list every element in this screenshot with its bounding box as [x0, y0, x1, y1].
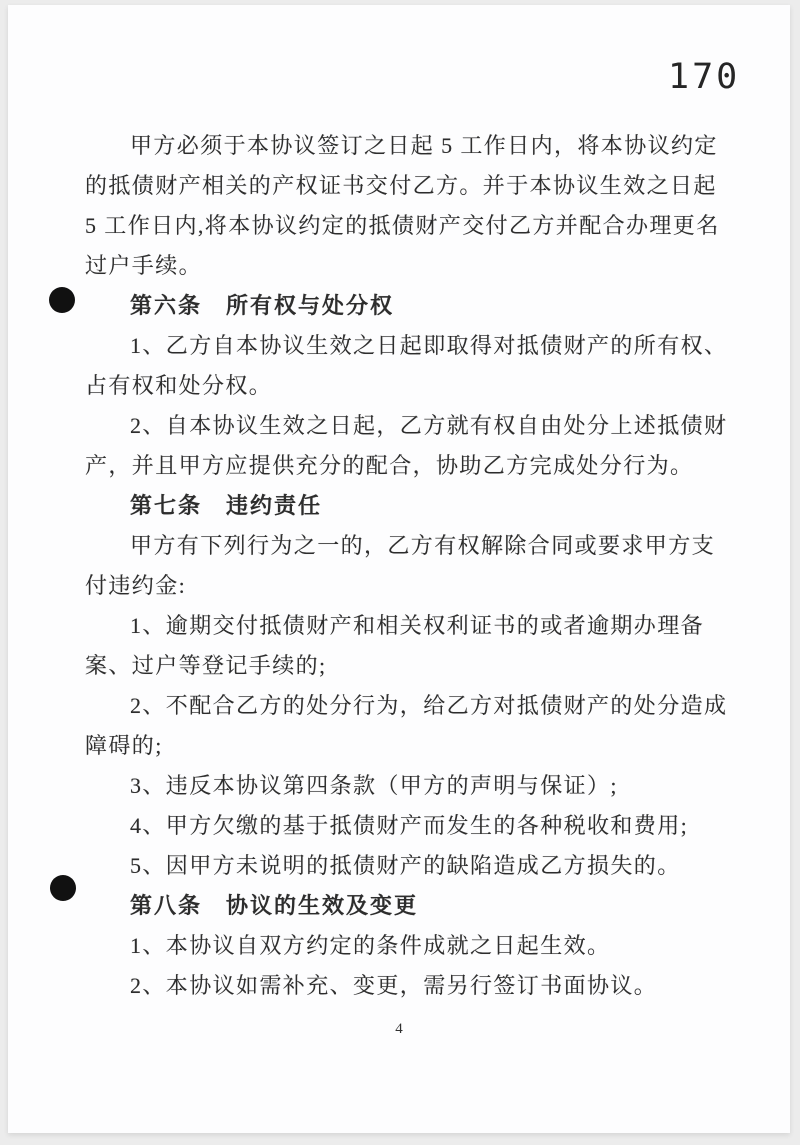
- paragraph-line: 2、自本协议生效之日起，乙方就有权自由处分上述抵债财: [130, 413, 728, 438]
- list-item-line: 4、甲方欠缴的基于抵债财产而发生的各种税收和费用;: [130, 813, 689, 838]
- contract-body: [85, 126, 730, 1006]
- paragraph-line: 5 工作日内,将本协议约定的抵债财产交付乙方并配合办理更名: [85, 213, 720, 238]
- list-item-line: 5、因甲方未说明的抵债财产的缺陷造成乙方损失的。: [130, 853, 681, 878]
- paragraph-line: 产，并且甲方应提供充分的配合，协助乙方完成处分行为。: [85, 453, 694, 478]
- section-heading-article-6: 第六条 所有权与处分权: [130, 293, 395, 318]
- hole-punch-mark-top: [49, 287, 75, 313]
- list-item-line: 3、违反本协议第四条款（甲方的声明与保证）;: [130, 773, 618, 798]
- archive-page-number: 170: [668, 57, 741, 97]
- list-item-line: 2、不配合乙方的处分行为，给乙方对抵债财产的处分造成: [130, 693, 728, 718]
- paragraph-line: 甲方有下列行为之一的，乙方有权解除合同或要求甲方支: [130, 533, 716, 558]
- list-item-line: 1、逾期交付抵债财产和相关权利证书的或者逾期办理备: [130, 613, 705, 638]
- paragraph-line: 的抵债财产相关的产权证书交付乙方。并于本协议生效之日起: [85, 173, 717, 198]
- paragraph-line: 付违约金:: [85, 573, 187, 598]
- list-item-line: 2、本协议如需补充、变更，需另行签订书面协议。: [130, 973, 658, 998]
- footer-page-number: 4: [395, 1021, 403, 1037]
- list-item-line: 案、过户等登记手续的;: [85, 653, 327, 678]
- section-heading-article-7: 第七条 违约责任: [130, 493, 323, 518]
- paragraph-line: 占有权和处分权。: [85, 373, 273, 398]
- paragraph-line: 甲方必须于本协议签订之日起 5 工作日内，将本协议约定: [130, 133, 718, 158]
- paragraph-line: 过户手续。: [85, 253, 203, 278]
- paragraph-line: 1、乙方自本协议生效之日起即取得对抵债财产的所有权、: [130, 333, 728, 358]
- section-heading-article-8: 第八条 协议的生效及变更: [130, 893, 419, 918]
- list-item-line: 障碍的;: [85, 733, 163, 758]
- document-page: [8, 5, 790, 1133]
- hole-punch-mark-bottom: [50, 875, 76, 901]
- list-item-line: 1、本协议自双方约定的条件成就之日起生效。: [130, 933, 611, 958]
